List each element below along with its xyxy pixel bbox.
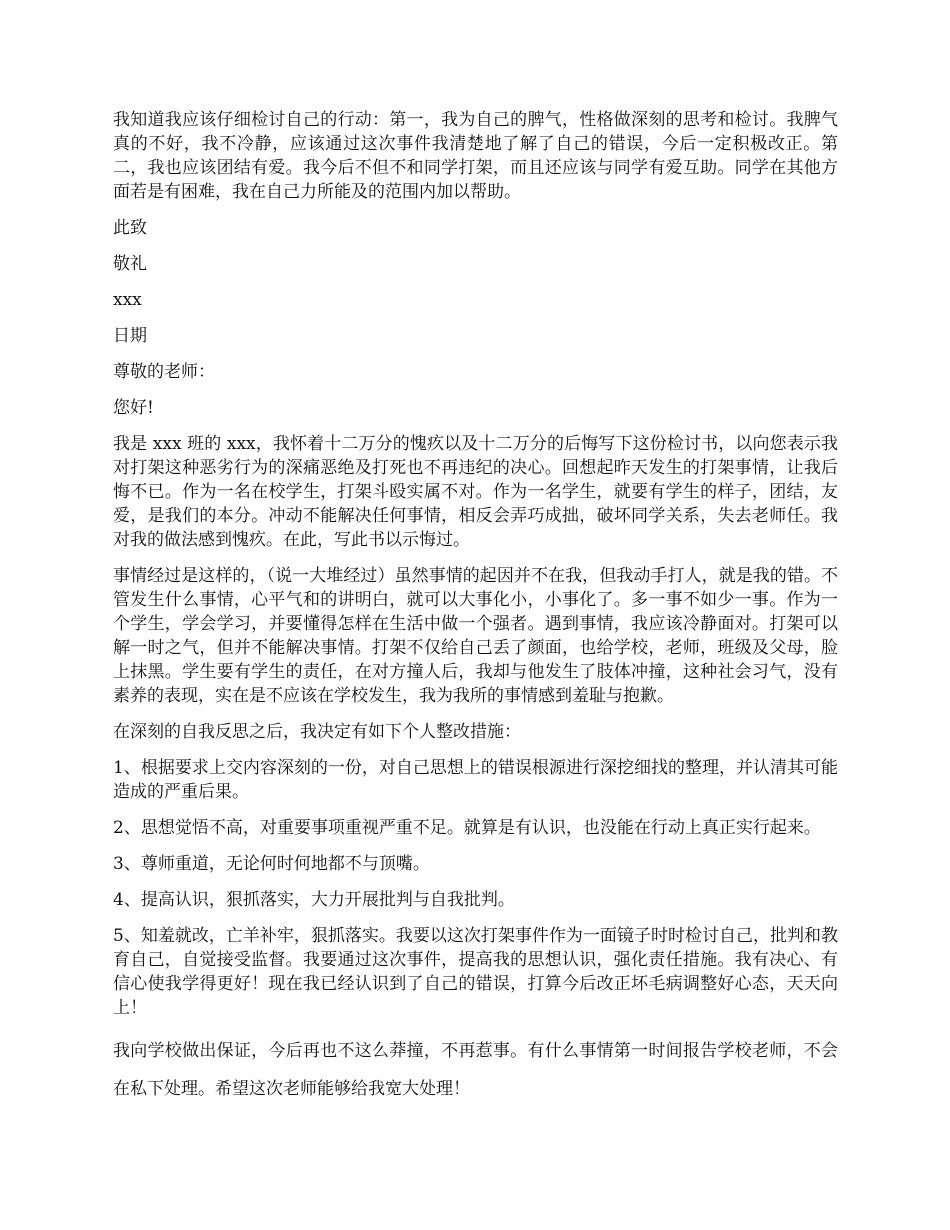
document-page <box>113 108 838 1120</box>
paragraph-self-review: 我知道我应该仔细检讨自己的行动：第一，我为自己的脾气，性格做深刻的思考和检讨。我脾气真的不好，我不冷静，应该通过这次事件我清楚地了解了自己的错误，今后一定积极改正。第二，我也应该团结有爱。我今后不但不和同学打架，而且还应该与同学有爱互助。同学在其他方面若是有困难，我在自己力所能及的范围内加以帮助。 <box>113 110 838 202</box>
measure-item-2: 2、思想觉悟不高，对重要事项重视严重不足。就算是有认识，也没能在行动上真正实行起来。 <box>113 818 821 838</box>
paragraph-guarantee: 我向学校做出保证，今后再也不这么莽撞，不再惹事。有什么事情第一时间报告学校老师，不会在私下处理。希望这次老师能够给我宽大处理！ <box>113 1041 838 1099</box>
measure-item-1: 1、根据要求上交内容深刻的一份，对自己思想上的错误根源进行深挖细找的整理，并认清其可能造成的严重后果。 <box>113 758 838 802</box>
paragraph-measures-intro: 在深刻的自我反思之后，我决定有如下个人整改措施： <box>113 722 521 742</box>
closing-respect: 敬礼 <box>113 254 147 274</box>
measure-item-3: 3、尊师重道，无论何时何地都不与顶嘴。 <box>113 854 430 874</box>
closing-salutation: 此致 <box>113 218 147 238</box>
greeting-recipient: 尊敬的老师： <box>113 362 215 382</box>
paragraph-incident: 事情经过是这样的，（说一大堆经过）虽然事情的起因并不在我，但我动手打人，就是我的错。不管发生什么事情，心平气和的讲明白，就可以大事化小，小事化了。多一事不如少一事。作为一个学生，学会学习，并要懂得怎样在生活中做一个强者。遇到事情，我应该冷静面对。打架可以解一时之气，但并不能解决事情。打架不仅给自己丢了颜面，也给学校，老师，班级及父母，脸上抹黑。学生要有学生的责任，在对方撞人后，我却与他发生了肢体冲撞，这种社会习气，没有素养的表现，实在是不应该在学校发生，我为我所的事情感到羞耻与抱歉。 <box>113 566 838 706</box>
signature-date: 日期 <box>113 326 147 346</box>
greeting-hello: 您好! <box>113 398 154 418</box>
measure-item-4: 4、提高认识，狠抓落实，大力开展批判与自我批判。 <box>113 890 515 910</box>
signature-name: xxx <box>113 290 142 310</box>
paragraph-introduction: 我是 xxx 班的 xxx，我怀着十二万分的愧疚以及十二万分的后悔写下这份检讨书，以向您表示我对打架这种恶劣行为的深痛恶绝及打死也不再违纪的决心。回想起昨天发生的打架事情，让我后悔不已。作为一名在校学生，打架斗殴实属不对。作为一名学生，就要有学生的样子，团结，友爱，是我们的本分。冲动不能解决任何事情，相反会弄巧成拙，破坏同学关系，失去老师任。我对我的做法感到愧疚。在此，写此书以示悔过。 <box>113 434 838 550</box>
measure-item-5: 5、知羞就改，亡羊补牢，狠抓落实。我要以这次打架事件作为一面镜子时时检讨自己，批判和教育自己，自觉接受监督。我要通过这次事件，提高我的思想认识，强化责任措施。我有决心、有信心使我学得更好！现在我已经认识到了自己的错误，打算今后改正坏毛病调整好心态，天天向上！ <box>113 926 838 1018</box>
